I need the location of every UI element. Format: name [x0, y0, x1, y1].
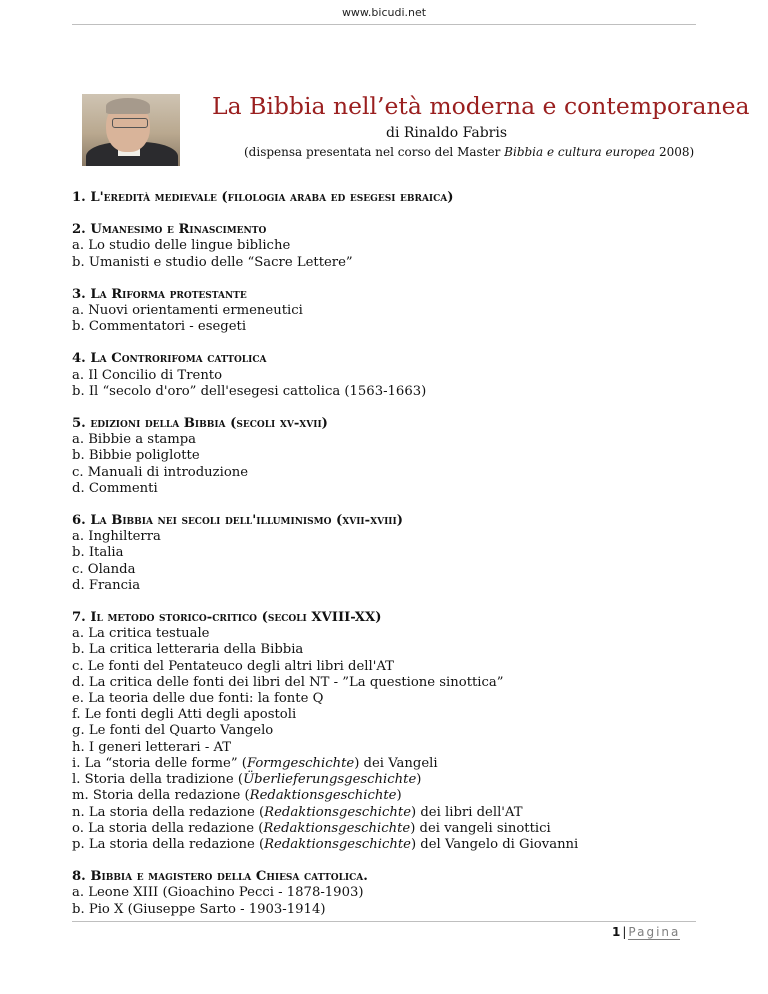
section-item: b. Italia	[72, 545, 124, 561]
section-item: b. Pio X (Giuseppe Sarto - 1903-1914)	[72, 901, 326, 917]
section-item: a. Nuovi orientamenti ermeneutici	[72, 303, 303, 319]
section-heading: 7. Il metodo storico-critico (secoli XVIII-XX)	[72, 610, 382, 626]
document-title: La Bibbia nell’età moderna e contemporanea	[212, 92, 750, 120]
document-author: di Rinaldo Fabris	[386, 125, 508, 141]
section-item: e. La teoria delle due fonti: la fonte Q	[72, 691, 324, 707]
section-item: c. Manuali di introduzione	[72, 464, 249, 480]
section-item: m. Storia della redazione (Redaktionsgeschichte)	[72, 788, 402, 804]
section-item: a. La critica testuale	[72, 626, 210, 642]
section-item: b. Commentatori - esegeti	[72, 319, 247, 335]
section-item: i. La “storia delle forme” (Formgeschichte) dei Vangeli	[72, 755, 438, 771]
section-item: l. Storia della tradizione (Überlieferungsgeschichte)	[72, 772, 422, 788]
section-heading: 6. La Bibbia nei secoli dell'illuminismo (xvii-xviii)	[72, 513, 403, 529]
section-item: g. Le fonti del Quarto Vangelo	[72, 723, 274, 739]
header-rule	[72, 24, 696, 25]
section	[72, 513, 696, 594]
footer-rule	[72, 921, 696, 922]
section-heading: 5. edizioni della Bibbia (secoli xv-xvii)	[72, 416, 328, 432]
section-item: b. Bibbie poliglotte	[72, 448, 200, 464]
section-item: c. Le fonti del Pentateuco degli altri libri dell'AT	[72, 658, 394, 674]
section	[72, 869, 696, 918]
section	[72, 610, 696, 853]
section-item: b. La critica letteraria della Bibbia	[72, 642, 304, 658]
section-item: d. Commenti	[72, 480, 158, 496]
section-item: a. Bibbie a stampa	[72, 432, 197, 448]
section	[72, 416, 696, 497]
section	[72, 190, 696, 206]
section-item: b. Umanisti e studio delle “Sacre Lettere”	[72, 254, 353, 270]
section-heading: 1. L'eredità medievale (filologia araba ed esegesi ebraica)	[72, 190, 454, 205]
section-item: a. Lo studio delle lingue bibliche	[72, 238, 291, 254]
section-item: a. Il Concilio di Trento	[72, 367, 223, 383]
section-item: h. I generi letterari - AT	[72, 739, 232, 755]
section-item: f. Le fonti degli Atti degli apostoli	[72, 707, 297, 723]
document-note: (dispensa presentata nel corso del Master Bibbia e cultura europea 2008)	[244, 145, 695, 159]
section	[72, 222, 696, 271]
section-heading: 2. Umanesimo e Rinascimento	[72, 222, 267, 238]
section-item: n. La storia della redazione (Redaktionsgeschichte) dei libri dell'AT	[72, 804, 523, 820]
section-item: a. Inghilterra	[72, 529, 161, 545]
section-item: p. La storia della redazione (Redaktionsgeschichte) del Vangelo di Giovanni	[72, 836, 579, 852]
table-of-contents	[72, 190, 696, 934]
section-heading: 3. La Riforma protestante	[72, 286, 247, 302]
section-item: a. Leone XIII (Gioachino Pecci - 1878-1903)	[72, 885, 364, 901]
section-item: d. Francia	[72, 577, 141, 593]
author-photo	[82, 94, 180, 166]
section-item: o. La storia della redazione (Redaktionsgeschichte) dei vangeli sinottici	[72, 820, 551, 836]
section-item: c. Olanda	[72, 561, 136, 577]
section-item: d. La critica delle fonti dei libri del NT - ”La questione sinottica”	[72, 674, 504, 690]
page-number: 1 | Pagina	[612, 925, 681, 939]
section	[72, 351, 696, 400]
site-header: www.bicudi.net	[341, 6, 427, 19]
section-heading: 4. La Controrifoma cattolica	[72, 351, 267, 367]
section-heading: 8. Bibbia e magistero della Chiesa cattolica.	[72, 869, 368, 885]
section-item: b. Il “secolo d'oro” dell'esegesi cattolica (1563-1663)	[72, 383, 427, 399]
section	[72, 287, 696, 336]
